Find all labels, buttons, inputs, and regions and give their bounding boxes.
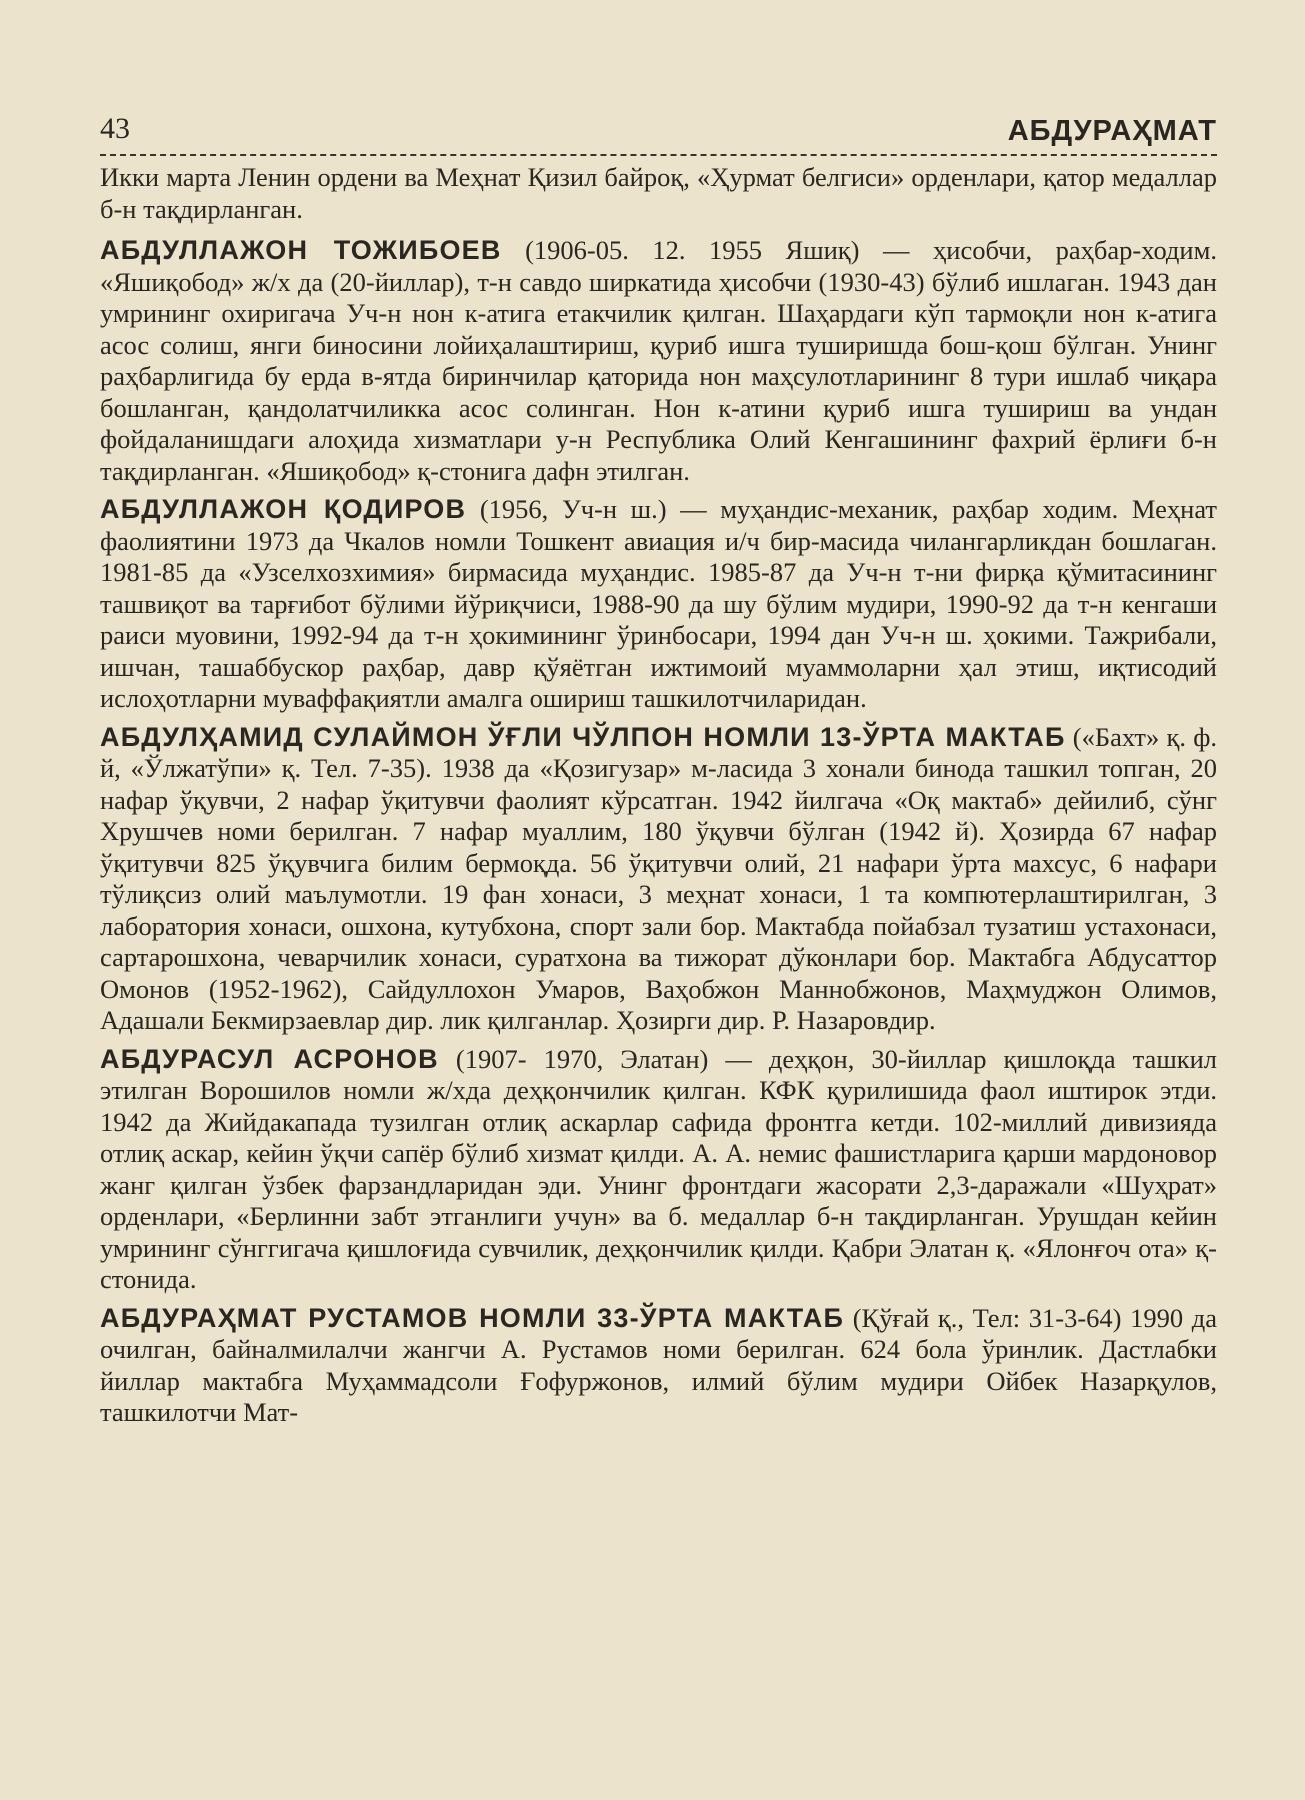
entry-text: (1956, Уч-н ш.) — муҳандис-механик, раҳбар ходим. Меҳнат фаолиятини 1973 да Чкалов номли Тошкент авиация и/ч бир-масида чилангарликдан бошлаган. 1981-85 да «Узселхозхимия» бирмасида муҳандис. 1985-87 да Уч-н т-ни фирқа қўмитасининг ташвиқот ва тарғибот бўлими йўриқчиси, 1988-90 да шу бўлим мудири, 1990-92 да т-н кенгаши раиси муовини, 1992-94 да т-н ҳокимининг ўринбосари, 1994 дан Уч-н ш. ҳокими. Тажрибали, ишчан, ташаббускор раҳбар, давр қўяётган ижтимоий муаммоларни ҳал этиш, иқтисодий ислоҳотларни муваффақиятли амалга ошириш ташкилотчиларидан.: [100, 494, 1217, 713]
entry-text: (Қўғай қ., Тел: 31-3-64) 1990 да очилган, байналмилалчи жангчи А. Рустамов номи берилган. 624 бола ўринлик. Дастлабки йиллар мактабга Муҳаммадсоли Ғофуржонов, илмий бўлим мудири Ойбек Назарқулов, ташкилотчи Мат-: [100, 1302, 1217, 1427]
entry-headword: АБДУРАСУЛ АСРОНОВ: [100, 1043, 439, 1074]
entry-text: (1907- 1970, Элатан) — деҳқон, 30-йиллар қишлоқда ташкил этилган Ворошилов номли ж/хда деҳқончилик қилган. КФК қурилишида фаол иштирок этди. 1942 да Жийдакапада тузилган отлиқ аскарлар сафида фронтга кетди. 102-миллий дивизияда отлиқ аскар, кейин ўқчи сапёр бўлиб хизмат қилди. А. А. немис фашистларига қарши мардоновор жанг қилган ўзбек фарзандларидан эди. Унинг фронтдаги жасорати 2,3-даражали «Шуҳрат» орденлари, «Берлинни забт этганлиги учун» ва б. медаллар б-н тақдирланган. Урушдан кейин умрининг сўнггигача қишлоғида сувчилик, деҳқончилик қилди. Қабри Элатан қ. «Ялонғоч ота» қ-стонида.: [100, 1043, 1217, 1294]
page-number: 43: [100, 112, 130, 145]
entry-text: (1906-05. 12. 1955 Яшиқ) — ҳисобчи, раҳбар-ходим. «Яшиқобод» ж/х да (20-йиллар), т-н савдо ширкатида ҳисобчи (1930-43) бўлиб ишлаган. 1943 дан умрининг охиригача Уч-н нон к-атига етакчилик қилган. Шаҳардаги кўп тармоқли нон к-атига асос солиш, янги биносини лойиҳалаштириш, қуриб ишга туширишда бош-қош бўлган. Унинг раҳбарлигида бу ерда в-ятда биринчилар қаторида нон маҳсулотларининг 8 тури ишлаб чиқара бошланган, қандолатчиликка асос солинган. Нон к-атини қуриб ишга тушириш ва ундан фойдаланишдаги алоҳида хизматлари у-н Республика Олий Кенгашининг фахрий ёрлиғи б-н тақдирланган. «Яшиқобод» қ-стонига дафн этилган.: [100, 235, 1217, 486]
entry-abdullazhon-kodirov: [100, 494, 1217, 715]
entry-school-13: [100, 722, 1217, 1037]
entry-headword: АБДУЛЛАЖОН ТОЖИБОЕВ: [100, 235, 502, 265]
page-body: [100, 162, 1217, 1429]
entry-headword: АБДУРАҲМАТ РУСТАМОВ НОМЛИ 33-ЎРТА МАКТАБ: [100, 1302, 845, 1333]
running-head: АБДУРАҲМАТ: [1007, 115, 1217, 147]
entry-headword: АБДУЛЛАЖОН ҚОДИРОВ: [100, 494, 467, 524]
entry-abdullazhon-tozhiboev: [100, 235, 1217, 487]
entry-abdurasul-asronov: [100, 1044, 1217, 1296]
entry-school-33: [100, 1303, 1217, 1429]
entry-text: («Бахт» қ. ф. й, «Ўлжатўпи» қ. Тел. 7-35). 1938 да «Қозигузар» м-ласида 3 хонали бинода ташкил топган, 20 нафар ўқувчи, 2 нафар ўқитувчи фаолият кўрсатган. 1942 йилгача «Оқ мактаб» дейилиб, сўнг Хрушчев номи берилган. 7 нафар муаллим, 180 ўқувчи бўлган (1942 й). Ҳозирда 67 нафар ўқитувчи 825 ўқувчига билим бермоқда. 56 ўқитувчи олий, 21 нафари ўрта махсус, 6 нафари тўлиқсиз олий маълумотли. 19 фан хонаси, 3 меҳнат хонаси, 1 та компютерлаштирилган, 3 лаборатория хонаси, ошхона, кутубхона, спорт зали бор. Мактабда пойабзал тузатиш устахонаси, сартарошхона, чеварчилик хонаси, суратхона ва тижорат дўконлари бор. Мактабга Абдусаттор Омонов (1952-1962), Сайдуллохон Умаров, Ваҳобжон Маннобжонов, Маҳмуджон Олимов, Адашали Бекмирзаевлар дир. лик қилганлар. Ҳозирги дир. Р. Назаровдир.: [100, 721, 1217, 1035]
entry-headword: АБДУЛҲАМИД СУЛАЙМОН ЎҒЛИ ЧЎЛПОН НОМЛИ 13-ЎРТА МАКТАБ: [100, 721, 1066, 752]
page-header: [100, 96, 1217, 156]
continuation-paragraph: Икки марта Ленин ордени ва Меҳнат Қизил байроқ, «Ҳурмат белгиси» орденлари, қатор медаллар б-н тақдирланган.: [100, 162, 1217, 224]
